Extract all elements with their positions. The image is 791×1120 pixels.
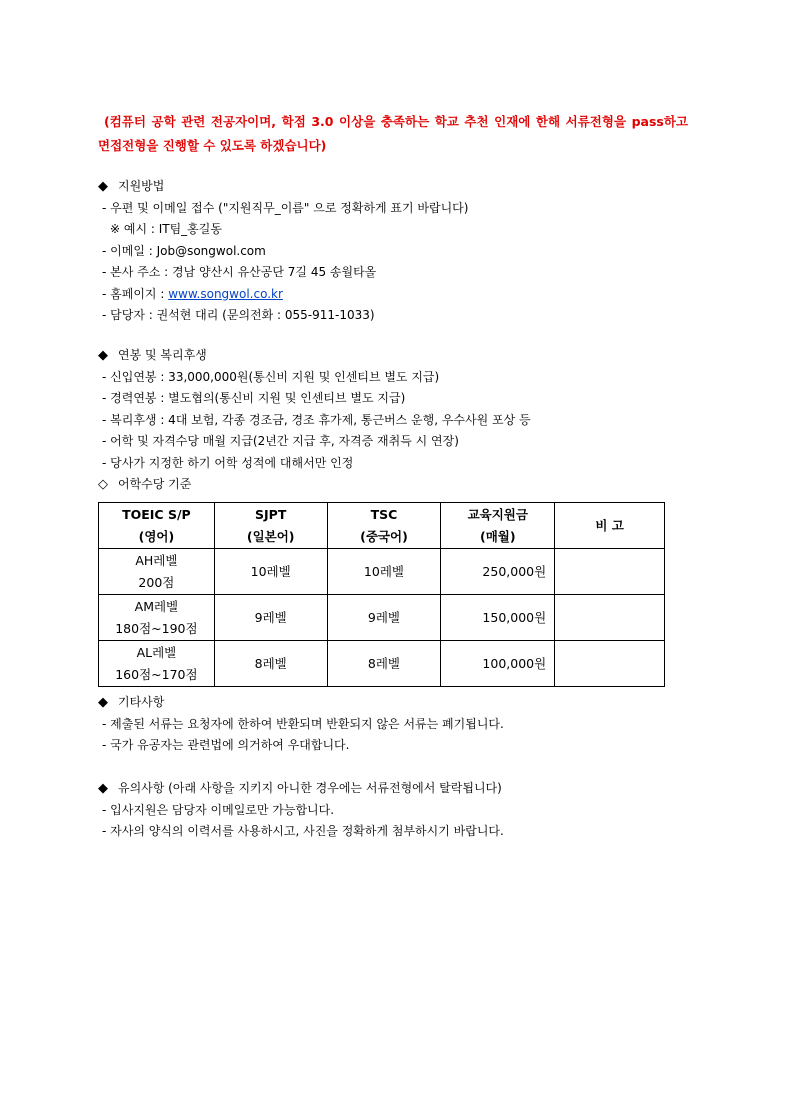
diamond-bullet-icon: ◆ [98,348,108,363]
tsc-cell: 8레벨 [327,641,441,687]
sjpt-cell: 8레벨 [214,641,327,687]
amount-cell: 100,000원 [441,641,555,687]
toeic-cell: AL레벨 160점~170점 [99,641,215,687]
application-example: ※ 예시 : IT팀_홍길동 [110,222,222,236]
table-header: TOEIC S/P (영어) [99,503,215,549]
caution-title: 유의사항 (아래 사항을 지키지 아니한 경우에는 서류전형에서 탈락됩니다) [118,781,502,795]
etc-item: - 제출된 서류는 요청자에 한하여 반환되며 반환되지 않은 서류는 폐기됩니다. [102,716,504,731]
sjpt-cell: 9레벨 [214,595,327,641]
table-row [99,641,665,687]
salary-section [98,345,531,496]
tsc-cell: 9레벨 [327,595,441,641]
allowance-heading [98,474,531,496]
table-row [99,595,665,641]
diamond-bullet-icon: ◆ [98,781,108,796]
hollow-diamond-bullet-icon: ◇ [98,477,108,492]
salary-item: - 신입연봉 : 33,000,000원(통신비 지원 및 인센티브 별도 지급) [102,369,440,384]
application-heading [98,176,468,198]
diamond-bullet-icon: ◆ [98,695,108,710]
application-address: - 본사 주소 : 경남 양산시 유산공단 7길 45 송월타올 [102,265,377,279]
table-row [99,549,665,595]
etc-heading [98,692,504,714]
caution-section [98,778,504,843]
caution-heading [98,778,504,800]
table-header: 비 고 [555,503,665,549]
language-allowance-table [98,502,665,687]
table-header: 교육지원금 (매월) [441,503,555,549]
salary-item: - 어학 및 자격수당 매월 지급(2년간 지급 후, 자격증 재취득 시 연장) [102,434,459,448]
etc-title: 기타사항 [118,695,165,709]
homepage-link[interactable]: www.songwol.co.kr [168,286,283,301]
application-contact: - 담당자 : 권석현 대리 (문의전화 : 055-911-1033) [102,308,375,322]
salary-item: - 경력연봉 : 별도협의(통신비 지원 및 인센티브 별도 지급) [102,391,406,405]
table-header-row [99,503,665,549]
allowance-title: 어학수당 기준 [118,477,192,491]
application-section [98,176,468,327]
amount-cell: 150,000원 [441,595,555,641]
table-header: SJPT (일본어) [214,503,327,549]
salary-item: - 당사가 지정한 하기 어학 성적에 대해서만 인정 [102,455,354,470]
caution-item: - 입사지원은 담당자 이메일로만 가능합니다. [102,802,335,817]
application-item: - 우편 및 이메일 접수 ("지원직무_이름" 으로 정확하게 표기 바랍니다) [102,200,469,215]
application-homepage [98,284,468,306]
application-email: - 이메일 : Job@songwol.com [102,243,266,258]
salary-item: - 복리후생 : 4대 보험, 각종 경조금, 경조 휴가제, 통근버스 운행, 우수사원 포상 등 [102,412,531,427]
homepage-label: - 홈페이지 : [102,286,169,301]
etc-section [98,692,504,757]
note-cell [555,595,665,641]
amount-cell: 250,000원 [441,549,555,595]
sjpt-cell: 10레벨 [214,549,327,595]
salary-title: 연봉 및 복리후생 [118,348,207,362]
toeic-cell: AM레벨 180점~190점 [99,595,215,641]
caution-item: - 자사의 양식의 이력서를 사용하시고, 사진을 정확하게 첨부하시기 바랍니다. [102,824,504,838]
salary-heading [98,345,531,367]
toeic-cell: AH레벨 200점 [99,549,215,595]
diamond-bullet-icon: ◆ [98,179,108,194]
note-cell [555,641,665,687]
note-cell [555,549,665,595]
table-header: TSC (중국어) [327,503,441,549]
notice-text: (컴퓨터 공학 관련 전공자이며, 학점 3.0 이상을 충족하는 학교 추천 인재에 한해 서류전형을 pass하고 면접전형을 진행할 수 있도록 하겠습니다) [98,114,688,153]
tsc-cell: 10레벨 [327,549,441,595]
application-title: 지원방법 [118,179,165,193]
etc-item: - 국가 유공자는 관련법에 의거하여 우대합니다. [102,738,350,752]
